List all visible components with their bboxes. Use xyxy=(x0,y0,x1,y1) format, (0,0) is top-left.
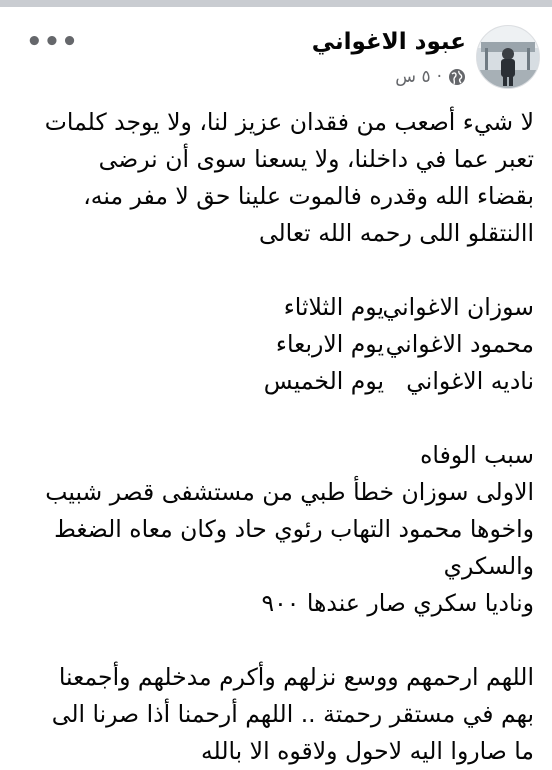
post-line: والسكري xyxy=(443,552,534,580)
death-name: سوزان الاغواني xyxy=(382,293,534,321)
post-line: ما صاروا اليه لاحول ولاقوه الا بالله xyxy=(200,737,534,765)
post-line: بهم في مستقر رحمتة .. اللهم أرحمنا أذا صرنا الى xyxy=(51,700,534,728)
post-line: بقضاء الله وقدره فالموت علينا حق لا مفر منه، xyxy=(83,182,534,210)
globe-icon[interactable] xyxy=(448,68,466,86)
post-header xyxy=(0,7,552,100)
death-day: يوم الثلاثاء xyxy=(283,293,384,321)
post-line: االنتقلو اللى رحمه الله تعالى xyxy=(258,219,534,247)
death-name: محمود الاغواني xyxy=(385,330,534,358)
paragraph-gap xyxy=(18,400,534,437)
post-line: وناديا سكري صار عندها ٩٠٠ xyxy=(261,589,534,617)
post-line: سبب الوفاه xyxy=(420,441,534,469)
death-day: يوم الاربعاء xyxy=(275,330,384,358)
post-time[interactable]: ٥ س xyxy=(395,67,431,87)
paragraph-gap xyxy=(18,622,534,659)
post-line: اللهم ارحمهم ووسع نزلهم وأكرم مدخلهم وأجمعنا xyxy=(58,663,534,691)
avatar[interactable] xyxy=(476,25,540,89)
top-divider-bar xyxy=(0,0,552,7)
post-line: لا شيء أصعب من فقدان عزيز لنا، ولا يوجد كلمات xyxy=(44,108,534,136)
meta-separator: · xyxy=(436,67,442,87)
post-line: تعبر عما في داخلنا، ولا يسعنا سوى أن نرضى xyxy=(98,145,534,173)
death-row xyxy=(18,363,534,400)
author-name[interactable]: عبود الاغواني xyxy=(311,29,466,55)
death-row xyxy=(18,326,534,363)
death-name: ناديه الاغواني xyxy=(406,367,534,395)
deaths-list xyxy=(18,289,534,400)
post-text xyxy=(18,104,534,770)
more-options-icon[interactable]: ••• xyxy=(26,27,79,57)
post-line: واخوها محمود التهاب رئوي حاد وكان معاه الضغط xyxy=(54,515,534,543)
avatar-photo xyxy=(477,26,539,88)
post-line: الاولى سوزان خطأ طبي من مستشفى قصر شبيب xyxy=(45,478,534,506)
death-row xyxy=(18,289,534,326)
post-meta xyxy=(395,67,466,87)
paragraph-gap xyxy=(18,252,534,289)
death-day: يوم الخميس xyxy=(263,367,384,395)
